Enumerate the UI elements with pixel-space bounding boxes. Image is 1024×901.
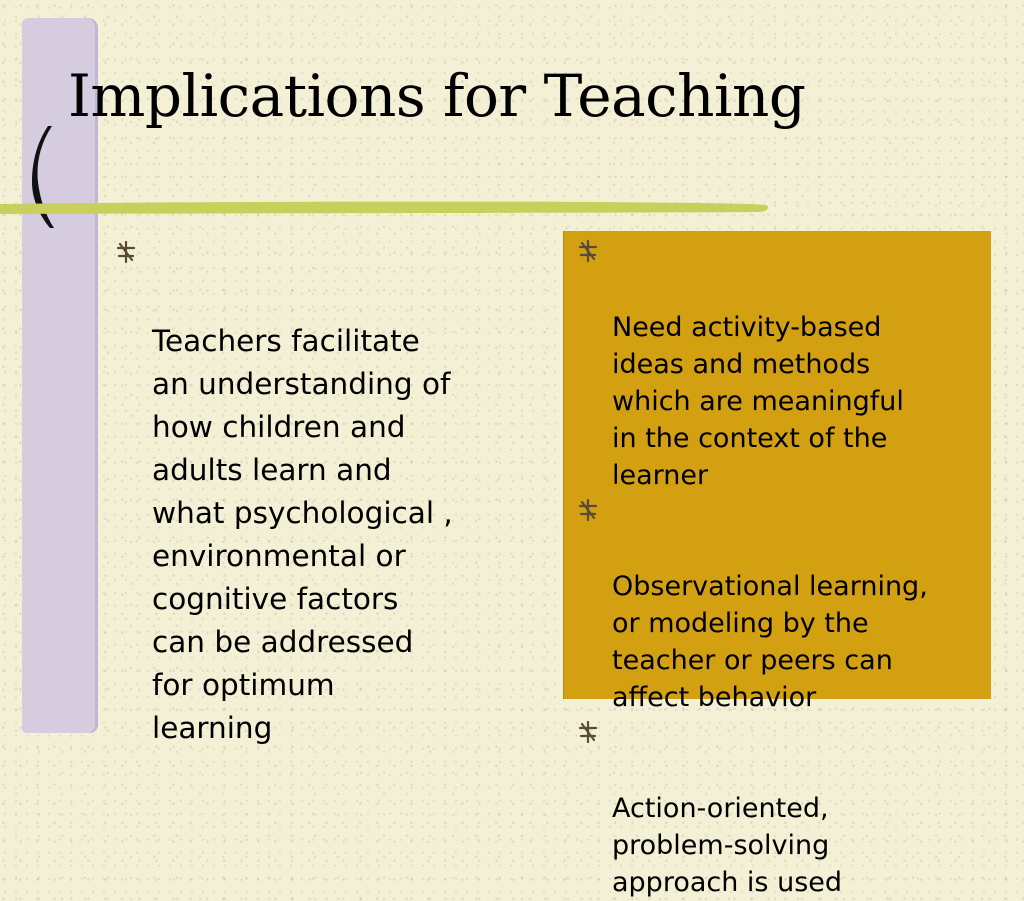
left-bullet-text: Teachers facilitate an understanding of how children and adults learn and what psychological , environmental or cognitive factors can be addressed for optimum learning bbox=[152, 324, 453, 745]
tack-star-bullet-icon bbox=[114, 240, 138, 264]
right-bullet-text: Need activity-based ideas and methods which are meaningful in the context of the learner bbox=[612, 312, 904, 491]
slide-title: Implications for Teaching bbox=[68, 62, 806, 130]
left-bullet-list bbox=[112, 234, 542, 750]
title-underline-rule bbox=[0, 198, 770, 218]
right-bullet-item bbox=[572, 716, 985, 901]
right-bullet-text: Action-oriented, problem-solving approach is used bbox=[612, 793, 843, 898]
right-bullet-item bbox=[572, 235, 985, 494]
right-bullet-list bbox=[572, 235, 985, 901]
tack-star-bullet-icon bbox=[576, 498, 600, 522]
right-bullet-item bbox=[572, 494, 985, 716]
tack-star-bullet-icon bbox=[576, 720, 600, 744]
right-bullet-text: Observational learning, or modeling by the teacher or peers can affect behavior bbox=[612, 571, 928, 713]
left-bullet-item bbox=[112, 234, 542, 750]
highlight-box bbox=[563, 231, 991, 898]
tack-star-bullet-icon bbox=[576, 239, 600, 263]
